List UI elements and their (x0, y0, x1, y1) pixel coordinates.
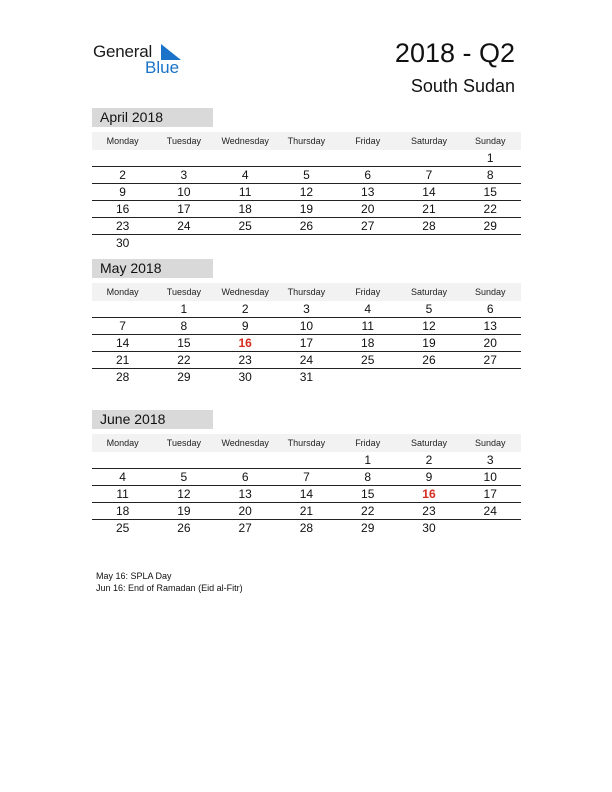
weekday-label: Saturday (410, 438, 447, 448)
day-cell: 13 (361, 185, 375, 199)
day-cell (460, 235, 521, 252)
day-cell: 7 (119, 319, 126, 333)
country-name: South Sudan (410, 76, 515, 96)
weekday-label: Saturday (410, 136, 447, 146)
day-cell: 24 (299, 353, 314, 367)
day-cell: 15 (177, 336, 191, 350)
day-cell: 3 (486, 453, 494, 467)
day-cell: 5 (425, 302, 433, 316)
week-row (92, 167, 521, 184)
day-cell: 6 (486, 302, 494, 316)
day-cell: 24 (177, 219, 191, 233)
day-cell: 9 (425, 470, 433, 484)
week-rows (92, 150, 521, 252)
week-row (92, 352, 521, 369)
day-cell: 17 (177, 202, 191, 216)
month-title: April 2018 (92, 108, 213, 127)
day-cell: 20 (238, 504, 252, 518)
day-cell: 25 (361, 353, 375, 367)
day-cell (276, 150, 337, 166)
day-cell: 23 (115, 219, 130, 233)
holiday-note: Jun 16: End of Ramadan (Eid al-Fitr) (96, 583, 243, 593)
day-cell (460, 520, 521, 537)
week-row (92, 452, 521, 469)
day-cell: 7 (425, 168, 433, 182)
day-cell (153, 452, 214, 468)
day-cell: 25 (115, 521, 130, 535)
holiday-notes (96, 570, 243, 594)
day-cell: 22 (361, 504, 375, 518)
day-cell (460, 369, 521, 386)
day-cell: 3 (303, 302, 310, 316)
day-cell (398, 235, 459, 252)
weekday-label: Tuesday (166, 136, 201, 146)
day-cell: 9 (119, 185, 126, 199)
day-cell: 30 (422, 521, 436, 535)
day-cell: 21 (299, 504, 314, 518)
logo-text-general: General (93, 42, 153, 61)
month-april (92, 108, 521, 252)
day-cell: 27 (483, 353, 497, 367)
day-cell: 29 (361, 521, 375, 535)
weekday-header (92, 132, 521, 150)
day-cell: 7 (303, 470, 310, 484)
week-row (92, 369, 521, 386)
day-cell (337, 369, 398, 386)
week-row (92, 335, 521, 352)
day-cell: 28 (115, 370, 130, 384)
day-cell: 29 (483, 219, 497, 233)
day-cell: 13 (238, 487, 252, 501)
day-cell (215, 150, 276, 166)
week-row (92, 486, 521, 503)
day-cell: 2 (119, 168, 126, 182)
day-cell (276, 235, 337, 252)
day-cell (153, 235, 214, 252)
weekday-label: Thursday (287, 136, 326, 146)
day-cell: 4 (364, 302, 372, 316)
day-cell: 29 (177, 370, 191, 384)
day-cell: 18 (361, 336, 375, 350)
day-cell: 23 (238, 353, 252, 367)
day-cell: 16 (422, 487, 436, 501)
day-cell: 26 (299, 219, 314, 233)
day-cell: 6 (241, 470, 249, 484)
day-cell: 2 (241, 302, 249, 316)
week-rows (92, 301, 521, 386)
weekday-label: Friday (355, 287, 381, 297)
day-cell: 11 (116, 487, 129, 501)
day-cell (337, 235, 398, 252)
weekday-header (92, 283, 521, 301)
day-cell: 1 (364, 453, 372, 467)
day-cell: 15 (483, 185, 497, 199)
day-cell: 8 (180, 319, 188, 333)
day-cell: 28 (422, 219, 436, 233)
day-cell (215, 452, 276, 468)
weekday-label: Wednesday (221, 287, 269, 297)
day-cell: 3 (180, 168, 188, 182)
weekday-label: Friday (355, 438, 381, 448)
day-cell (92, 452, 153, 468)
day-cell: 8 (486, 168, 494, 182)
weekday-label: Thursday (287, 287, 326, 297)
week-row (92, 218, 521, 235)
weekday-label: Monday (106, 287, 139, 297)
month-title: May 2018 (92, 259, 213, 278)
day-cell: 10 (483, 470, 497, 484)
day-cell: 12 (422, 319, 436, 333)
weekday-label: Wednesday (221, 438, 269, 448)
month-june (92, 410, 521, 537)
day-cell: 26 (177, 521, 191, 535)
day-cell: 18 (238, 202, 252, 216)
day-cell (153, 150, 214, 166)
weekday-label: Tuesday (166, 438, 201, 448)
day-cell: 19 (177, 504, 191, 518)
day-cell (92, 301, 153, 317)
day-cell: 19 (422, 336, 436, 350)
week-rows (92, 452, 521, 537)
logo-text-blue: Blue (145, 58, 180, 77)
day-cell: 24 (483, 504, 497, 518)
day-cell: 27 (361, 219, 375, 233)
day-cell: 19 (299, 202, 314, 216)
day-cell: 5 (303, 168, 310, 182)
generalblue-logo (93, 42, 193, 78)
day-cell: 11 (361, 319, 374, 333)
day-cell: 18 (115, 504, 130, 518)
week-row (92, 520, 521, 537)
week-row (92, 235, 521, 252)
weekday-header (92, 434, 521, 452)
day-cell: 9 (241, 319, 249, 333)
day-cell: 22 (483, 202, 497, 216)
page-title: 2018 - Q2 (394, 38, 515, 68)
month-may (92, 259, 521, 386)
day-cell: 10 (177, 185, 191, 199)
day-cell: 12 (299, 185, 314, 199)
day-cell: 13 (483, 319, 497, 333)
week-row (92, 150, 521, 167)
day-cell: 25 (238, 219, 252, 233)
day-cell: 17 (299, 336, 314, 350)
month-title: June 2018 (92, 410, 213, 429)
day-cell: 14 (115, 336, 130, 350)
day-cell (398, 150, 459, 166)
weekday-label: Monday (106, 136, 139, 146)
day-cell: 4 (241, 168, 249, 182)
day-cell: 5 (180, 470, 188, 484)
day-cell: 16 (115, 202, 130, 216)
day-cell: 15 (361, 487, 375, 501)
day-cell: 2 (425, 453, 433, 467)
day-cell: 10 (299, 319, 314, 333)
weekday-label: Sunday (474, 136, 506, 146)
day-cell: 16 (238, 336, 252, 350)
day-cell: 30 (238, 370, 252, 384)
day-cell: 21 (115, 353, 130, 367)
day-cell: 30 (115, 236, 130, 250)
day-cell: 1 (180, 302, 188, 316)
week-row (92, 469, 521, 486)
day-cell: 23 (422, 504, 436, 518)
weekday-label: Saturday (410, 287, 447, 297)
weekday-label: Wednesday (221, 136, 269, 146)
day-cell: 12 (177, 487, 191, 501)
week-row (92, 301, 521, 318)
week-row (92, 318, 521, 335)
weekday-label: Tuesday (166, 287, 201, 297)
weekday-label: Sunday (474, 287, 506, 297)
day-cell: 20 (361, 202, 375, 216)
day-cell (337, 150, 398, 166)
day-cell: 20 (483, 336, 497, 350)
week-row (92, 201, 521, 218)
day-cell: 6 (364, 168, 372, 182)
day-cell: 31 (299, 370, 314, 384)
day-cell: 21 (422, 202, 436, 216)
day-cell: 8 (364, 470, 372, 484)
day-cell: 14 (299, 487, 314, 501)
day-cell: 26 (422, 353, 436, 367)
day-cell: 4 (119, 470, 126, 484)
day-cell (276, 452, 337, 468)
day-cell: 14 (422, 185, 436, 199)
day-cell: 17 (483, 487, 497, 501)
day-cell: 28 (299, 521, 314, 535)
weekday-label: Thursday (287, 438, 326, 448)
weekday-label: Sunday (474, 438, 506, 448)
week-row (92, 503, 521, 520)
holiday-note: May 16: SPLA Day (96, 571, 172, 581)
day-cell: 11 (238, 185, 252, 199)
week-row (92, 184, 521, 201)
day-cell (92, 150, 153, 166)
weekday-label: Monday (106, 438, 139, 448)
day-cell (398, 369, 459, 386)
day-cell: 1 (486, 151, 494, 165)
day-cell (215, 235, 276, 252)
weekday-label: Friday (355, 136, 381, 146)
day-cell: 22 (177, 353, 191, 367)
day-cell: 27 (238, 521, 252, 535)
